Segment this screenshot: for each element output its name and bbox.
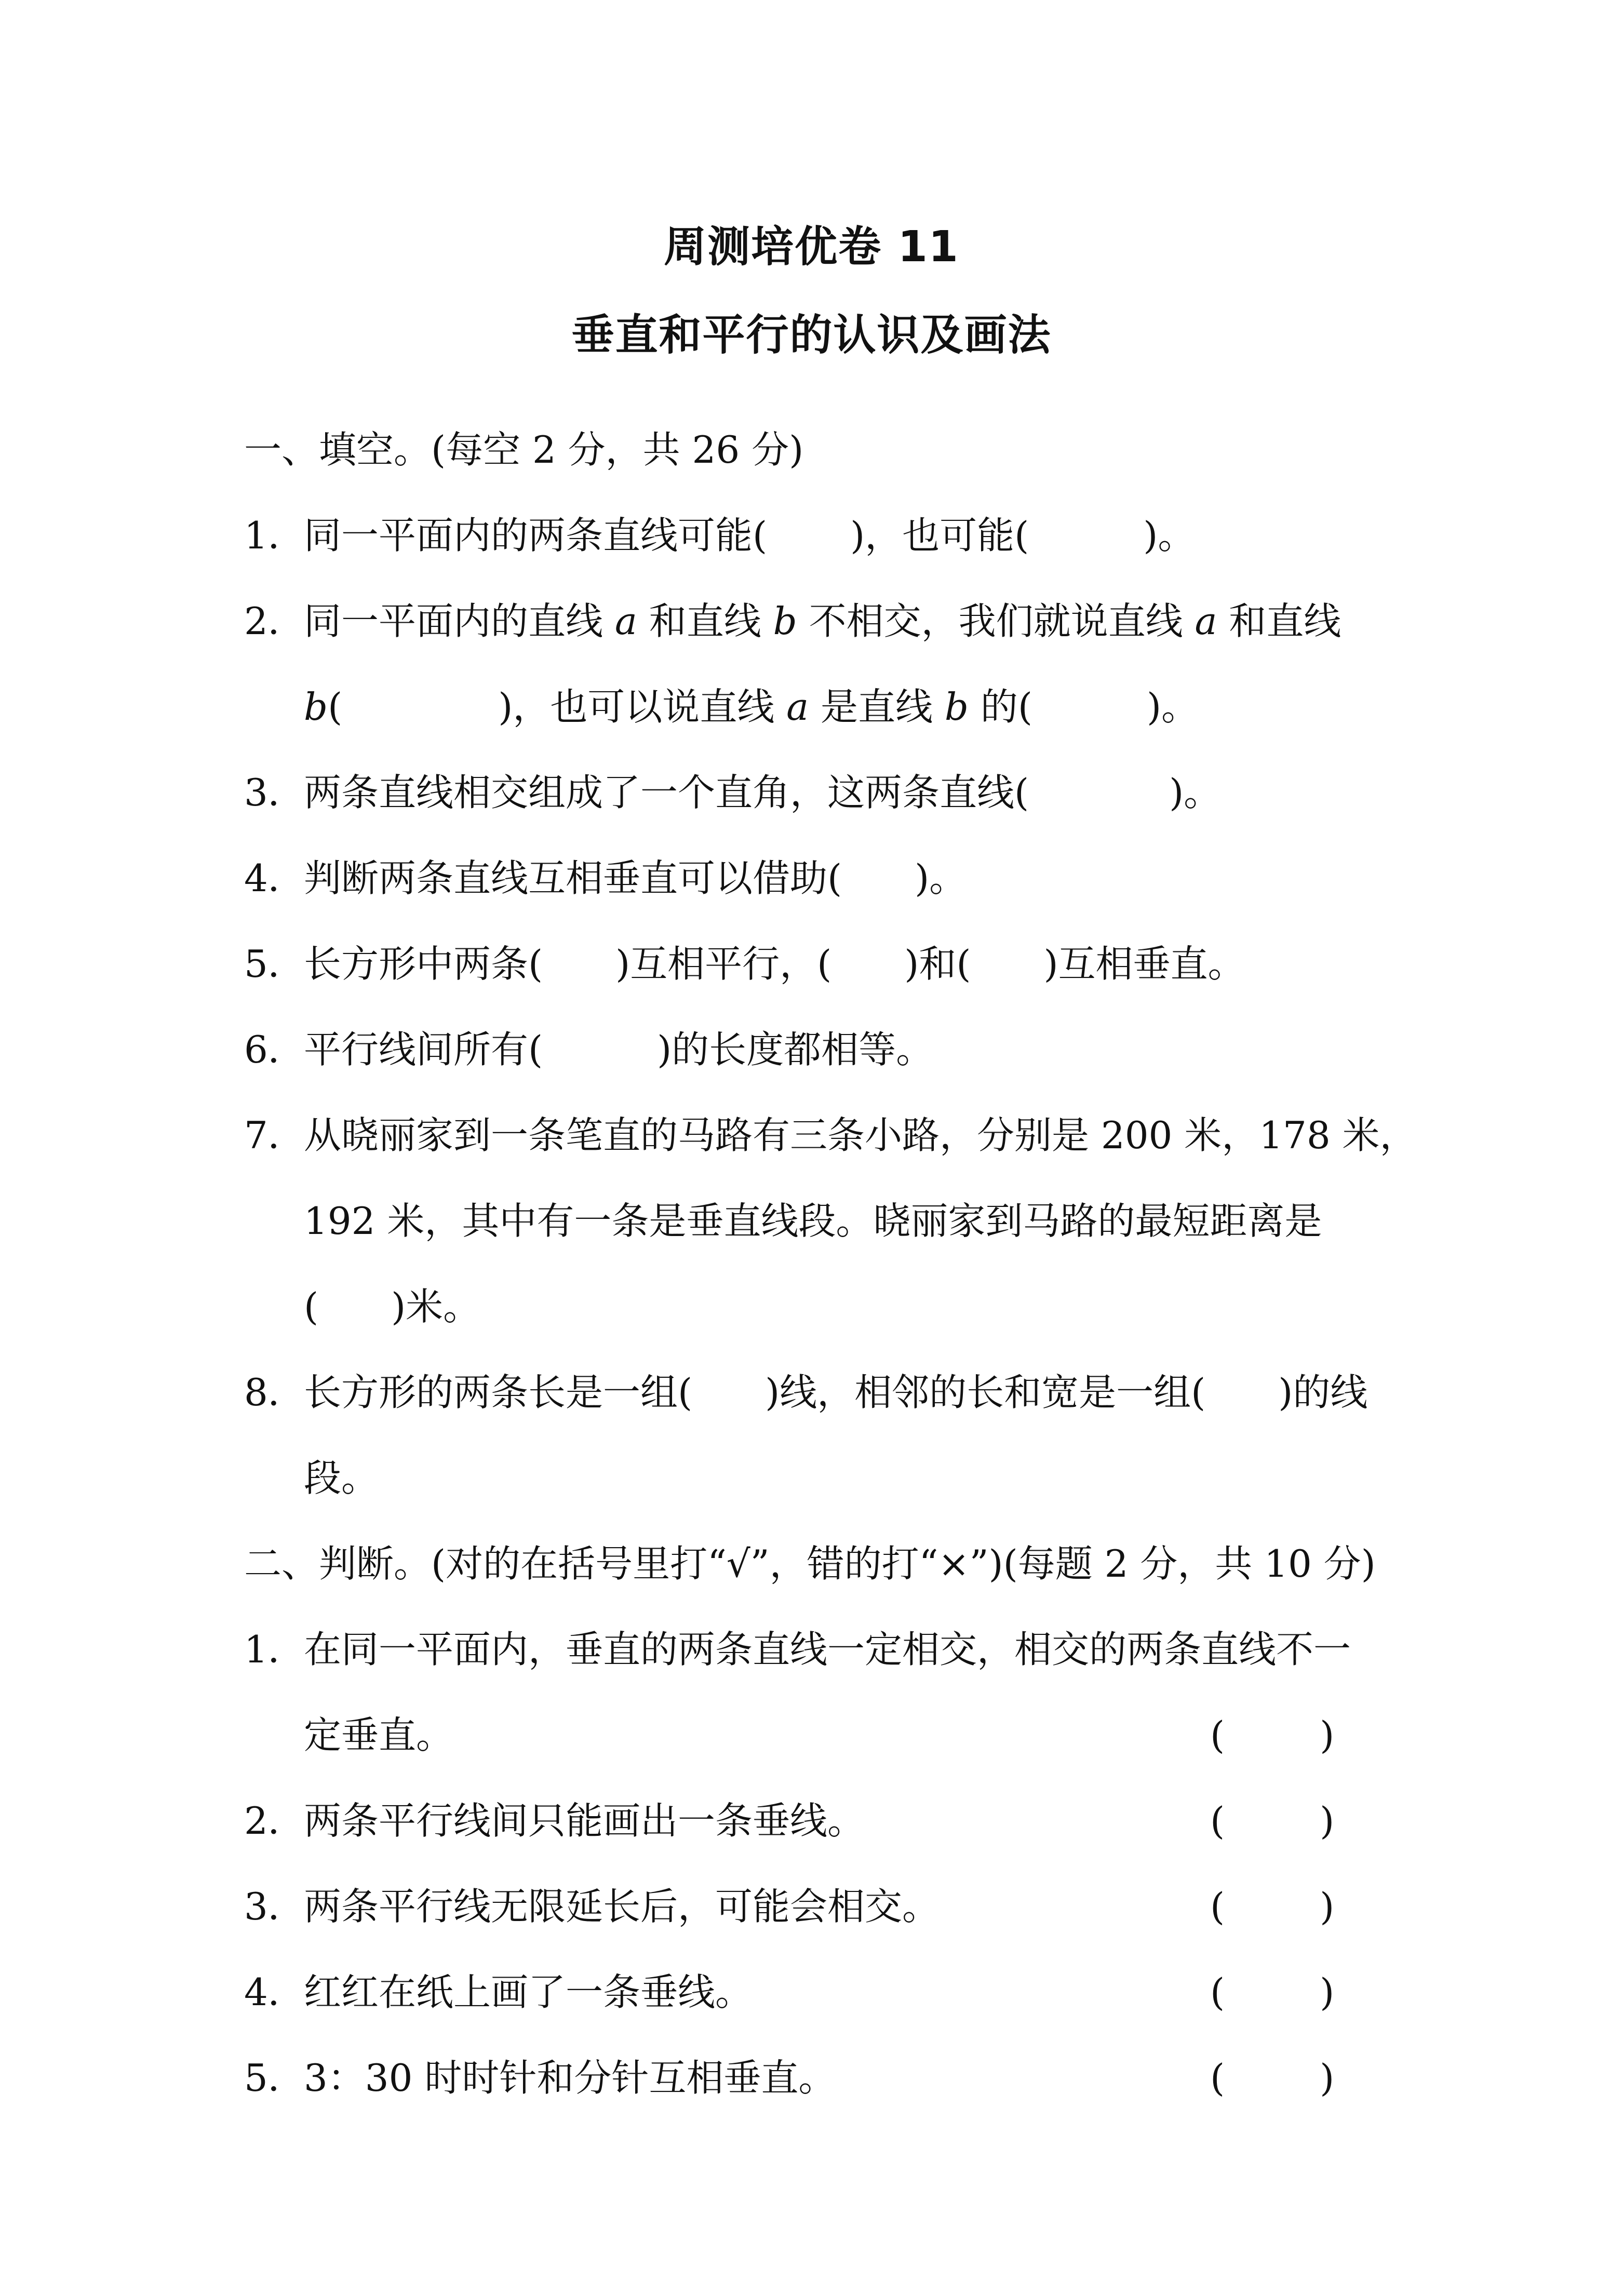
question-8-line2: 段。 (304, 1456, 379, 1500)
answer-parentheses[interactable]: ( ) (1210, 2056, 1335, 2100)
question-5: 5．长方形中两条( )互相平行，( )和( )互相垂直。 (244, 942, 1245, 986)
answer-parentheses[interactable]: ( ) (1210, 1885, 1335, 1928)
page-subtitle: 垂直和平行的认识及画法 (571, 311, 1052, 360)
answer-parentheses[interactable]: ( ) (1210, 1799, 1335, 1843)
answer-parentheses[interactable]: ( ) (1210, 1970, 1335, 2014)
judge-item-3: 3．两条平行线无限延长后，可能会相交。 (244, 1885, 940, 1928)
judge-item-5: 5．3：30 时时针和分针互相垂直。 (244, 2056, 836, 2100)
question-number: 4． (244, 1970, 305, 2014)
question-number: 3． (244, 1885, 305, 1928)
section1-heading: 一、填空。(每空 2 分，共 26 分) (244, 428, 804, 472)
question-number: 1． (244, 1628, 305, 1671)
question-2-line1: 2．同一平面内的直线 a 和直线 b 不相交，我们就说直线 a 和直线 (244, 599, 1342, 643)
question-number: 5． (244, 2056, 305, 2100)
question-2-line2: b( )，也可以说直线 a 是直线 b 的( )。 (304, 685, 1199, 729)
question-number: 1． (244, 514, 305, 557)
question-1: 1．同一平面内的两条直线可能( )，也可能( )。 (244, 514, 1196, 557)
question-number: 3． (244, 771, 305, 814)
question-number: 8． (244, 1371, 305, 1414)
question-number: 5． (244, 942, 305, 986)
judge-item-1-line2: 定垂直。 (304, 1713, 454, 1757)
question-number: 2． (244, 599, 305, 643)
judge-item-1-line1: 1．在同一平面内，垂直的两条直线一定相交，相交的两条直线不一 (244, 1628, 1351, 1671)
question-6: 6．平行线间所有( )的长度都相等。 (244, 1028, 934, 1071)
question-number: 7． (244, 1113, 305, 1157)
question-7-line1: 7．从晓丽家到一条笔直的马路有三条小路，分别是 200 米，178 米， (244, 1113, 1417, 1157)
question-7-line3: ( )米。 (304, 1285, 481, 1328)
question-4: 4．判断两条直线互相垂直可以借助( )。 (244, 856, 967, 900)
question-7-line2: 192 米，其中有一条是垂直线段。晓丽家到马路的最短距离是 (304, 1199, 1322, 1243)
question-number: 4． (244, 856, 305, 900)
question-number: 6． (244, 1028, 305, 1071)
judge-item-4: 4．红红在纸上画了一条垂线。 (244, 1970, 753, 2014)
question-number: 2． (244, 1799, 305, 1843)
answer-parentheses[interactable]: ( ) (1210, 1713, 1335, 1757)
question-8-line1: 8．长方形的两条长是一组( )线，相邻的长和宽是一组( )的线 (244, 1371, 1368, 1414)
judge-item-2: 2．两条平行线间只能画出一条垂线。 (244, 1799, 865, 1843)
page-title: 周测培优卷 11 (664, 222, 959, 272)
question-3: 3．两条直线相交组成了一个直角，这两条直线( )。 (244, 771, 1222, 814)
section2-heading: 二、判断。(对的在括号里打“√”，错的打“×”)(每题 2 分，共 10 分) (244, 1542, 1376, 1586)
